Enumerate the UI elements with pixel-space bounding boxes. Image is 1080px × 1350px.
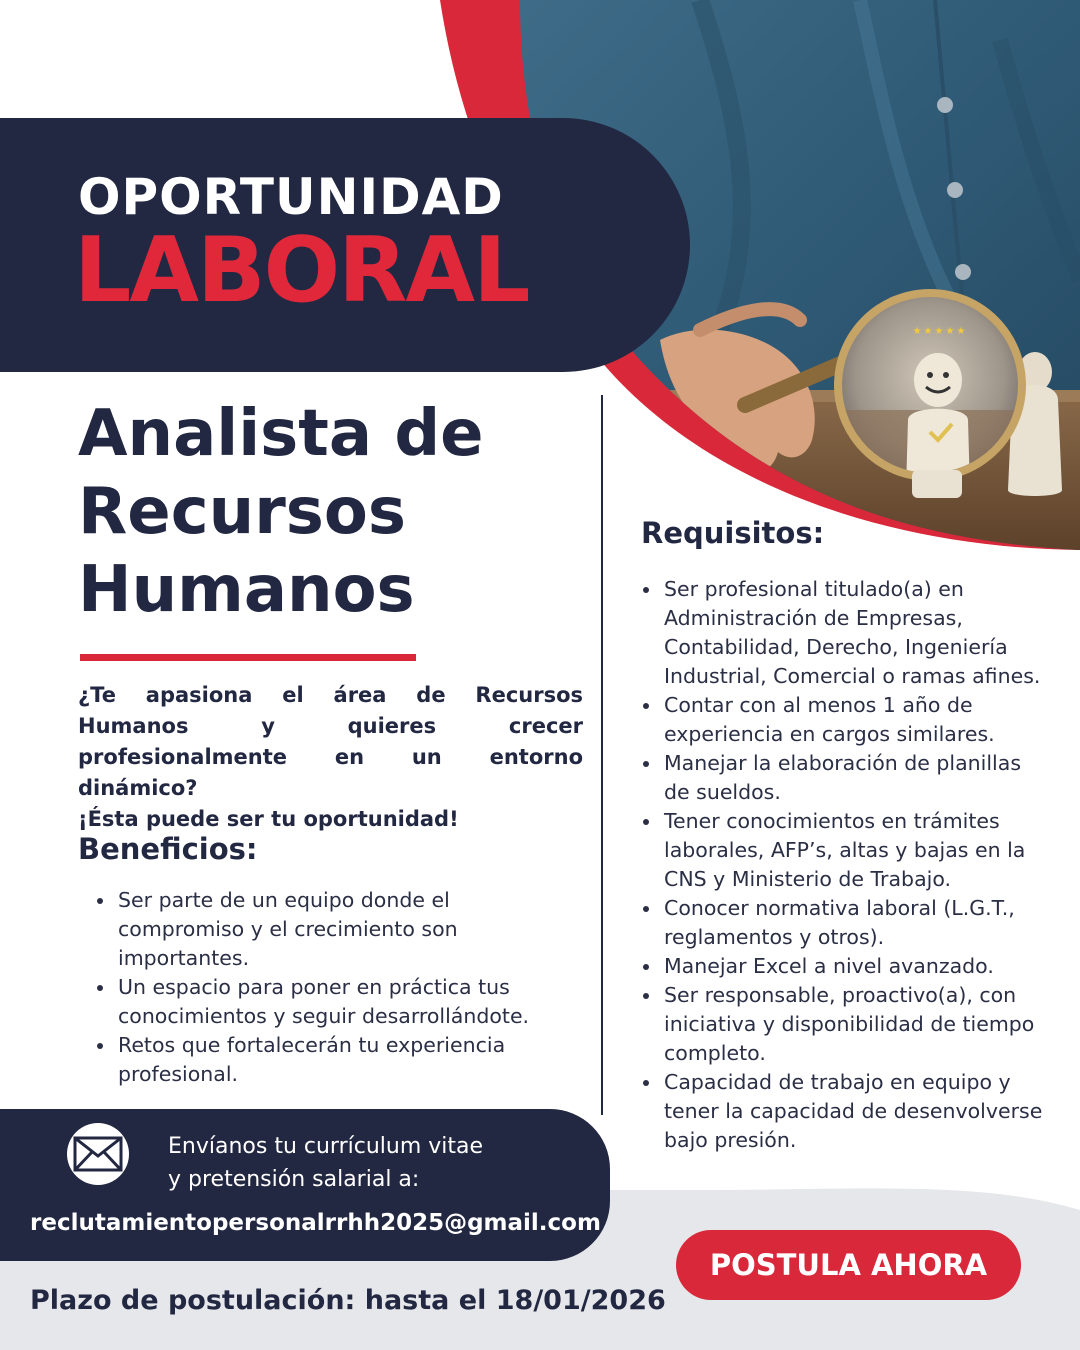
list-item: Ser parte de un equipo donde el compromiso y el crecimiento son importantes. (95, 886, 565, 973)
contact-line: Envíanos tu currículum vitae (168, 1134, 484, 1159)
intro-question: ¿Te apasiona el área de Recursos Humanos y quieres crecer profesionalmente en un entorno dinámico? (78, 683, 583, 800)
svg-text:★★★★★: ★★★★★ (912, 326, 968, 337)
benefits-list (95, 886, 565, 1089)
list-item: Tener conocimientos en trámites laborales, AFP’s, altas y bajas en la CNS y Ministerio de Trabajo. (641, 807, 1046, 894)
job-title-line: Humanos (78, 553, 415, 627)
envelope-icon (67, 1123, 129, 1185)
benefits-heading: Beneficios: (78, 832, 258, 866)
list-item: Ser responsable, proactivo(a), con iniciativa y disponibilidad de tiempo completo. (641, 981, 1046, 1068)
job-title-line: Analista de (78, 397, 484, 471)
list-item: Retos que fortalecerán tu experiencia profesional. (95, 1031, 565, 1089)
requirements-heading: Requisitos: (641, 516, 825, 550)
list-item: Ser profesional titulado(a) en Administración de Empresas, Contabilidad, Derecho, Ingeniería Industrial, Comercial o ramas afines. (641, 575, 1046, 691)
list-item: Capacidad de trabajo en equipo y tener la capacidad de desenvolverse bajo presión. (641, 1068, 1046, 1155)
contact-instructions (168, 1130, 588, 1196)
intro-text (78, 680, 583, 835)
list-item: Contar con al menos 1 año de experiencia en cargos similares. (641, 691, 1046, 749)
title-underline (80, 654, 416, 661)
list-item: Manejar Excel a nivel avanzado. (641, 952, 1046, 981)
job-title (78, 395, 598, 629)
column-divider (601, 395, 603, 1115)
requirements-list (641, 575, 1046, 1155)
list-item: Manejar la elaboración de planillas de sueldos. (641, 749, 1046, 807)
apply-now-button[interactable]: POSTULA AHORA (676, 1230, 1021, 1300)
job-title-line: Recursos (78, 475, 406, 549)
list-item: Un espacio para poner en práctica tus conocimientos y seguir desarrollándote. (95, 973, 565, 1031)
headline-oportunidad: OPORTUNIDAD (78, 168, 504, 226)
contact-email[interactable]: reclutamientopersonalrrhh2025@gmail.com (30, 1210, 601, 1236)
intro-tagline: ¡Ésta puede ser tu oportunidad! (78, 807, 459, 831)
application-deadline: Plazo de postulación: hasta el 18/01/2026 (30, 1285, 666, 1316)
contact-line: y pretensión salarial a: (168, 1167, 420, 1192)
list-item: Conocer normativa laboral (L.G.T., reglamentos y otros). (641, 894, 1046, 952)
headline-laboral: LABORAL (74, 218, 529, 323)
